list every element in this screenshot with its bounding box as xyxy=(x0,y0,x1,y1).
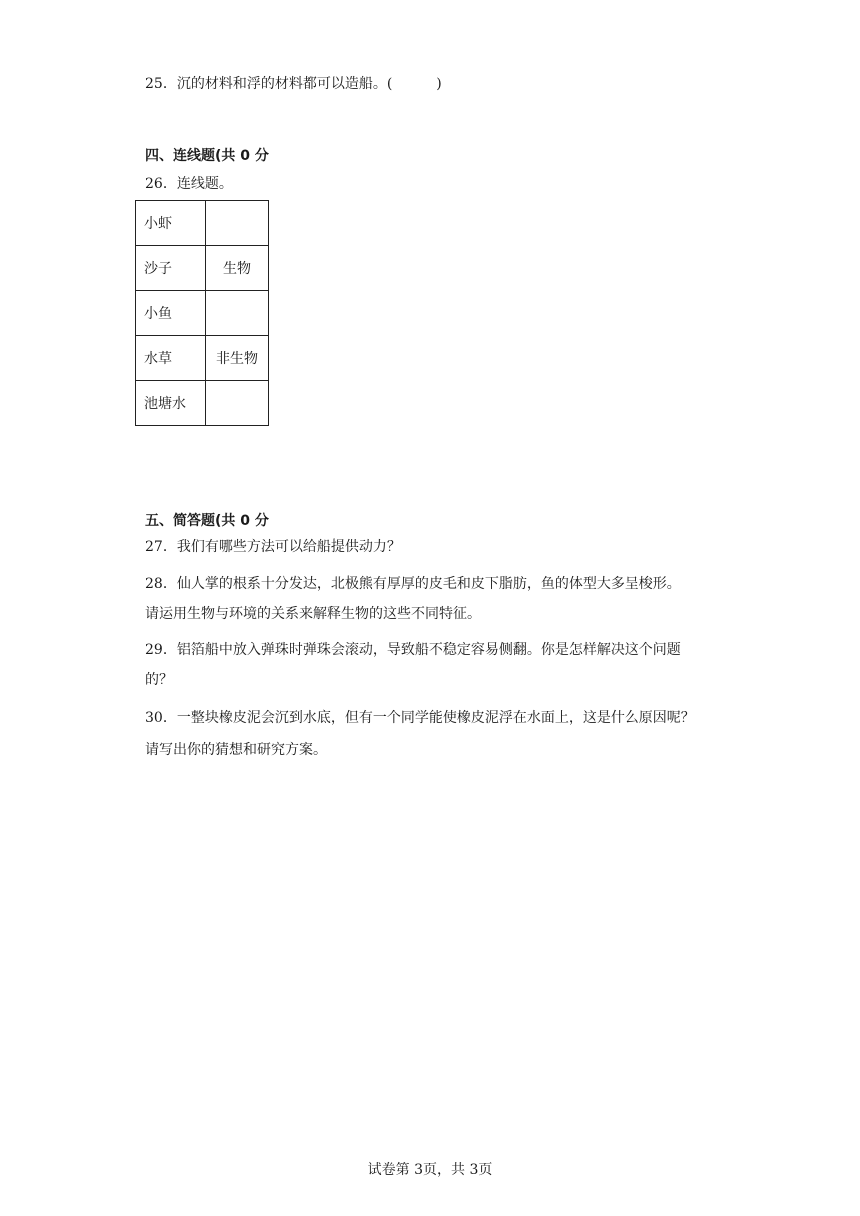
match-item-left: 沙子 xyxy=(136,246,206,291)
match-item-left: 池塘水 xyxy=(136,381,206,426)
match-item-right: 生物 xyxy=(206,246,269,291)
table-row xyxy=(136,246,269,291)
section-4-heading: 四、连线题(共 0 分 xyxy=(145,148,269,164)
question-28-line-1: 28．仙人掌的根系十分发达，北极熊有厚厚的皮毛和皮下脂肪，鱼的体型大多呈梭形。 xyxy=(145,576,681,592)
question-30-line-1: 30．一整块橡皮泥会沉到水底，但有一个同学能使橡皮泥浮在水面上，这是什么原因呢？ xyxy=(145,710,695,726)
question-26: 26．连线题。 xyxy=(145,176,233,192)
table-row xyxy=(136,381,269,426)
match-item-left: 小虾 xyxy=(136,201,206,246)
match-item-right: 非生物 xyxy=(206,336,269,381)
page-footer: 试卷第 3页，共 3页 xyxy=(367,1162,493,1178)
table-row xyxy=(136,336,269,381)
question-25-close-paren: ) xyxy=(436,76,442,92)
question-28-line-2: 请运用生物与环境的关系来解释生物的这些不同特征。 xyxy=(145,606,481,622)
match-item-right xyxy=(206,381,269,426)
question-25 xyxy=(145,74,442,94)
question-29-line-1: 29．铝箔船中放入弹珠时弹珠会滚动，导致船不稳定容易侧翻。你是怎样解决这个问题 xyxy=(145,642,681,658)
matching-table xyxy=(135,200,269,426)
question-27: 27．我们有哪些方法可以给船提供动力？ xyxy=(145,539,401,555)
match-item-left: 小鱼 xyxy=(136,291,206,336)
match-item-right xyxy=(206,201,269,246)
section-5-heading: 五、简答题(共 0 分 xyxy=(145,513,269,529)
question-30-line-2: 请写出你的猜想和研究方案。 xyxy=(145,742,327,758)
table-row xyxy=(136,291,269,336)
question-25-text: 25．沉的材料和浮的材料都可以造船。( xyxy=(145,76,393,92)
table-row xyxy=(136,201,269,246)
match-item-left: 水草 xyxy=(136,336,206,381)
match-item-right xyxy=(206,291,269,336)
question-29-line-2: 的？ xyxy=(145,672,173,688)
